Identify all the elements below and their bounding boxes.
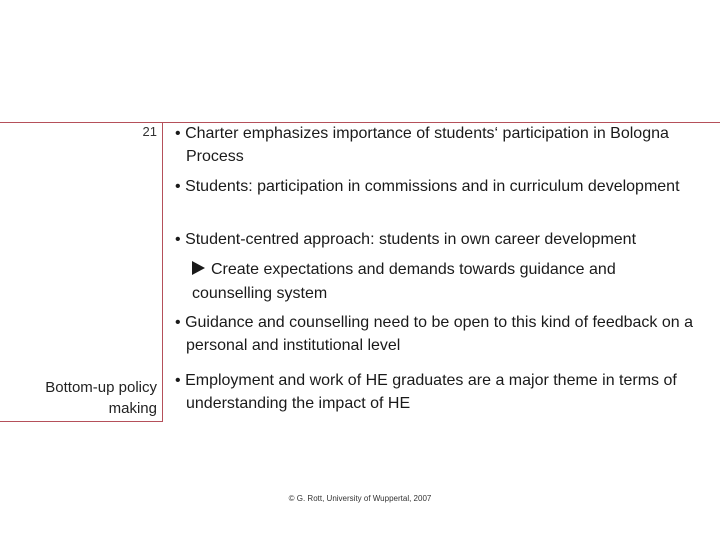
section-label: Bottom-up policy making bbox=[45, 379, 157, 417]
sub-bullet-item bbox=[192, 258, 692, 306]
bullet-item bbox=[175, 312, 716, 357]
bullet-text: Guidance and counselling need to be open to this kind of feedback on a personal and institutional level bbox=[185, 314, 693, 354]
bullet-item bbox=[175, 176, 716, 199]
bullet-text: Charter emphasizes importance of students‘ participation in Bologna Process bbox=[185, 125, 669, 165]
bullet-marker: • bbox=[175, 231, 181, 248]
bullet-marker: • bbox=[175, 178, 181, 195]
bullet-item bbox=[175, 370, 716, 415]
sidebar-divider bbox=[162, 122, 163, 422]
bullet-item bbox=[175, 229, 716, 252]
sub-bullet-text: Create expectations and demands towards guidance and counselling system bbox=[192, 261, 616, 302]
bullet-marker: • bbox=[175, 372, 181, 389]
bullet-text: Employment and work of HE graduates are a major theme in terms of understanding the impact of HE bbox=[185, 372, 677, 412]
bullet-text: Student-centred approach: students in own career development bbox=[185, 231, 637, 248]
triangle-right-icon bbox=[192, 261, 205, 275]
page-number: 21 bbox=[142, 124, 157, 139]
sidebar-bottom-rule bbox=[0, 421, 163, 422]
footer-copyright: © G. Rott, University of Wuppertal, 2007 bbox=[288, 494, 432, 503]
bullet-item bbox=[175, 123, 716, 168]
bullet-marker: • bbox=[175, 314, 181, 331]
bullet-marker: • bbox=[175, 125, 181, 142]
bullet-text: Students: participation in commissions and in curriculum development bbox=[185, 178, 680, 195]
